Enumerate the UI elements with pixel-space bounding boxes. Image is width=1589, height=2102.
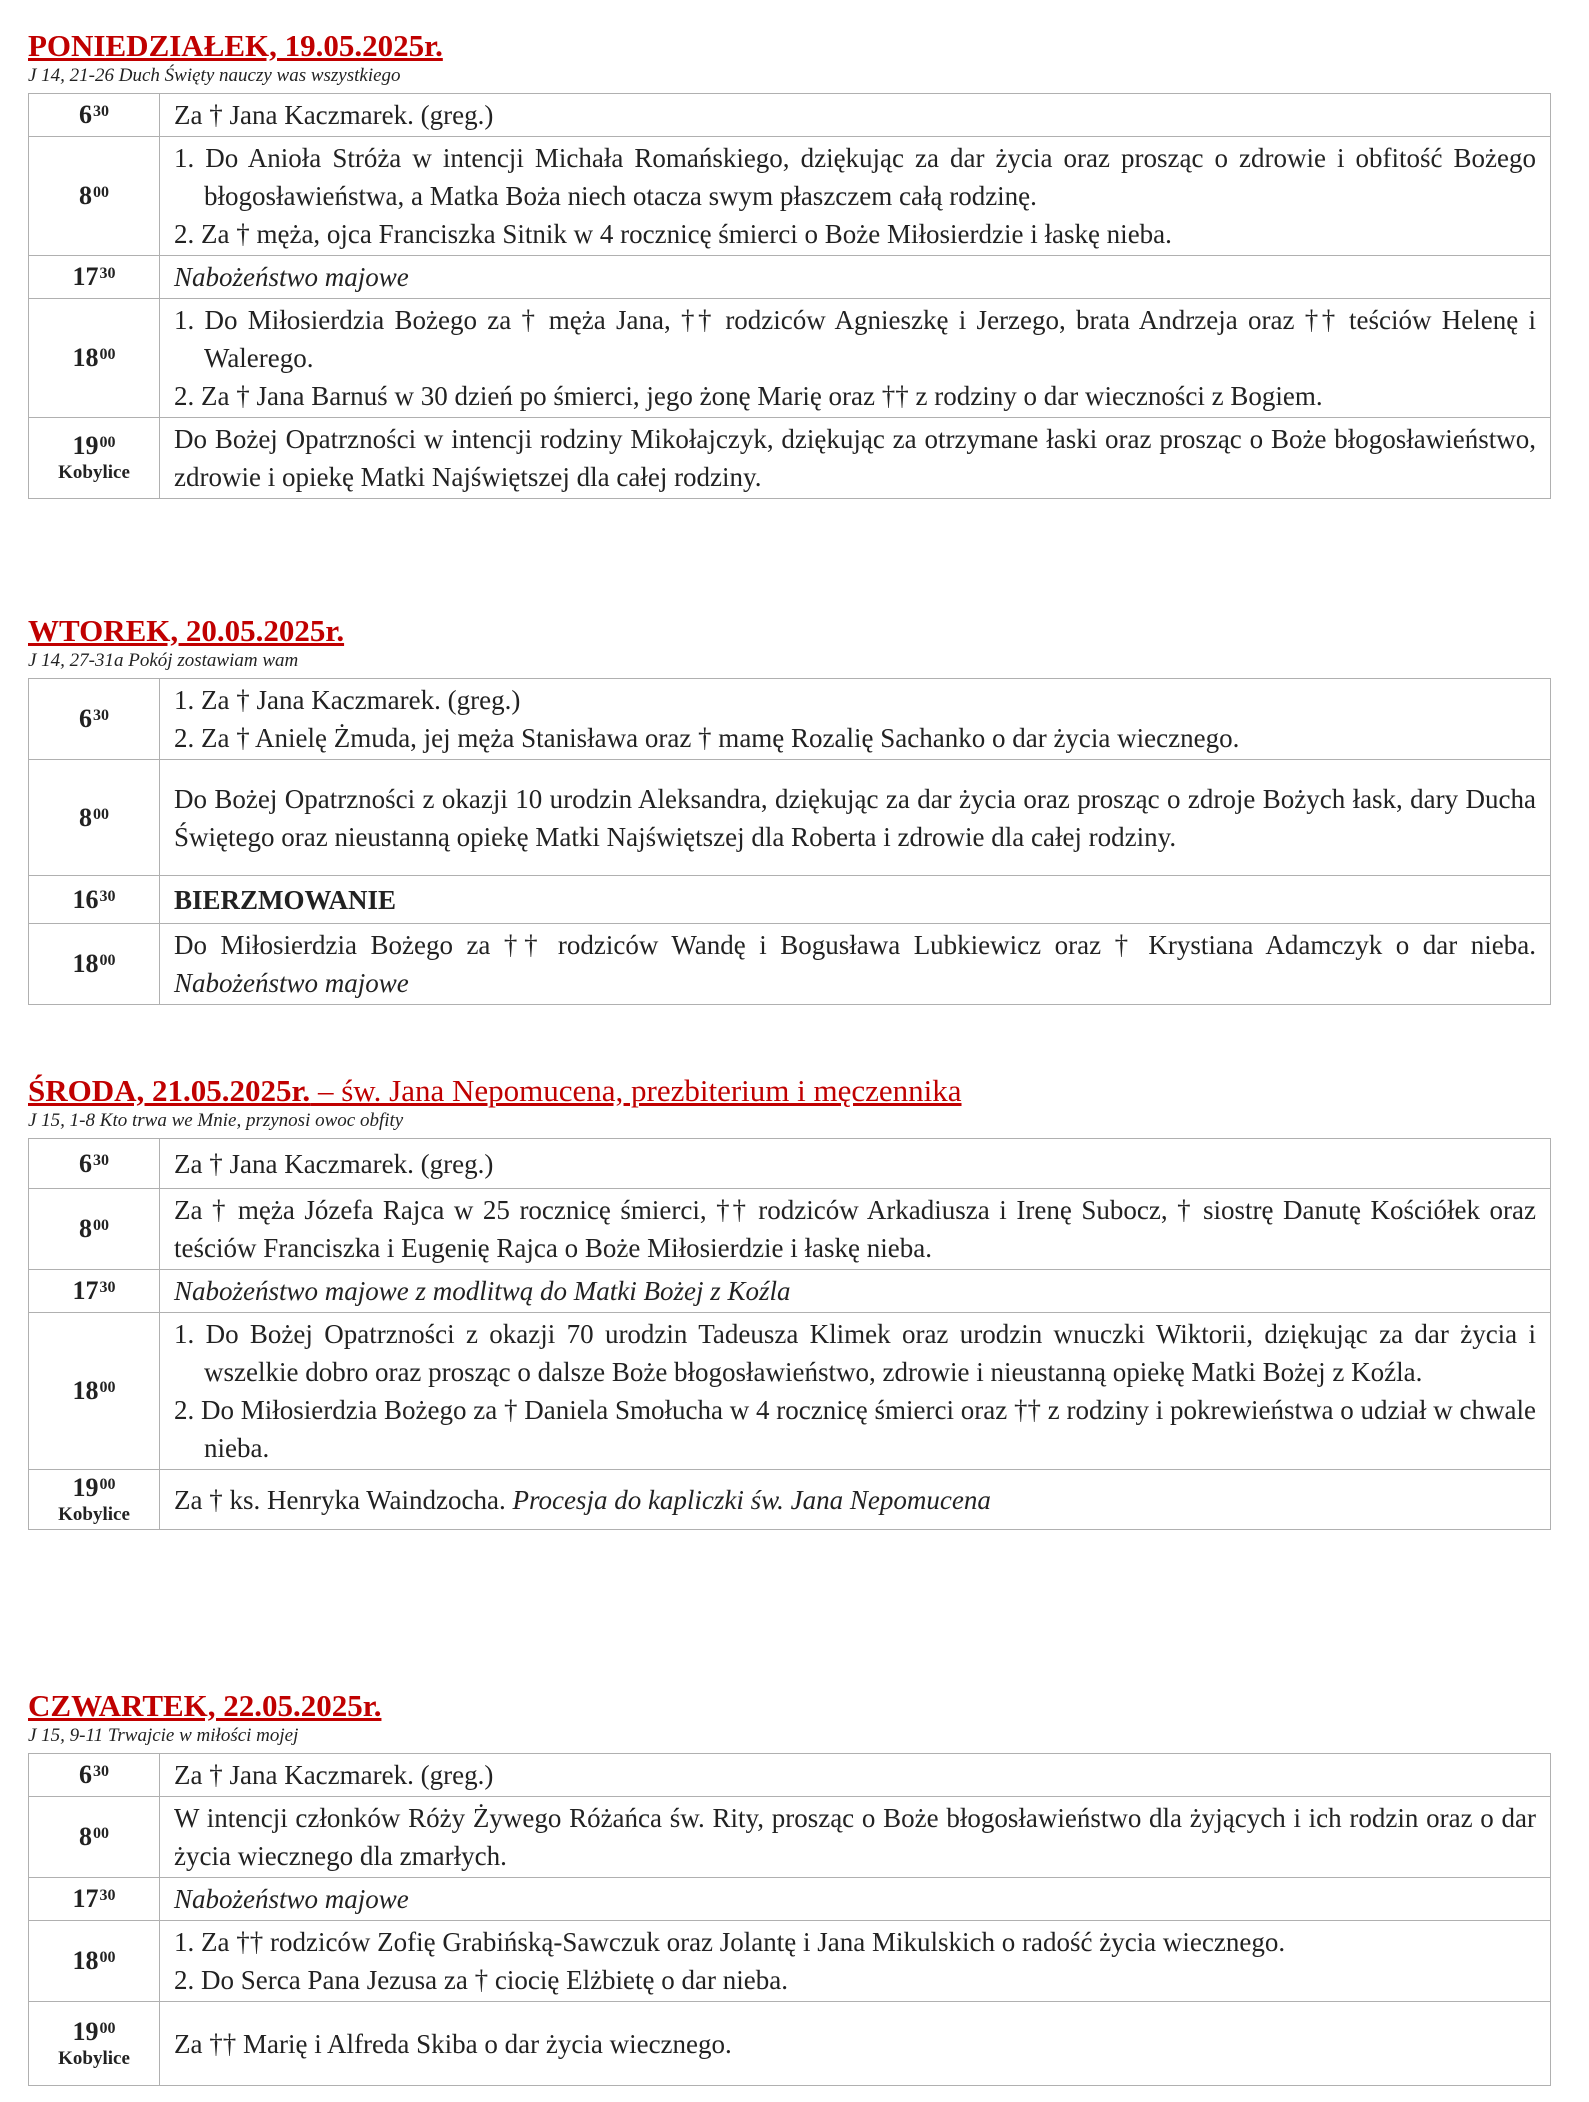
gospel-reading	[28, 1725, 1551, 1747]
mass-intention	[160, 760, 1551, 876]
mass-row	[29, 1797, 1551, 1878]
mass-intention	[160, 876, 1551, 924]
mass-place: Kobylice	[58, 2047, 130, 2069]
mass-minutes: 00	[99, 1949, 116, 1966]
gospel-reading	[28, 1110, 1551, 1132]
reading-ref: J 15, 1-8	[28, 1110, 96, 1131]
mass-intention	[160, 256, 1551, 299]
mass-hour: 8	[79, 1822, 92, 1851]
mass-row	[29, 1139, 1551, 1189]
mass-time	[29, 760, 160, 876]
reading-ref: J 14, 27-31a	[28, 650, 124, 671]
mass-time	[29, 137, 160, 256]
mass-hour: 17	[72, 1884, 99, 1913]
mass-time	[29, 2002, 160, 2086]
mass-intention	[160, 1470, 1551, 1530]
mass-row	[29, 1313, 1551, 1470]
mass-row	[29, 418, 1551, 499]
mass-intention	[160, 1878, 1551, 1921]
intention-text: 2. Za † Jana Barnuś w 30 dzień po śmierci, jego żonę Marię oraz †† z rodziny o dar wieczności z Bogiem.	[174, 381, 1323, 411]
day-title	[28, 1688, 1551, 1724]
mass-minutes: 00	[93, 805, 109, 823]
mass-intention	[160, 679, 1551, 760]
mass-time	[29, 876, 160, 924]
day-date: WTOREK, 20.05.2025r.	[28, 613, 345, 648]
gospel-reading	[28, 650, 1551, 672]
mass-intention	[160, 1797, 1551, 1878]
day-date: PONIEDZIAŁEK, 19.05.2025r.	[28, 28, 443, 63]
mass-intention	[160, 2002, 1551, 2086]
mass-time	[29, 1270, 160, 1313]
mass-time	[29, 94, 160, 137]
mass-minutes: 00	[99, 952, 116, 969]
mass-hour: 6	[79, 1148, 92, 1178]
mass-time	[29, 1921, 160, 2002]
mass-row	[29, 1189, 1551, 1270]
mass-row	[29, 137, 1551, 256]
day-date: ŚRODA, 21.05.2025r.	[28, 1073, 311, 1108]
mass-row	[29, 760, 1551, 876]
intention-text: Za † Jana Kaczmarek. (greg.)	[174, 100, 494, 130]
mass-minutes: 30	[99, 1279, 116, 1296]
mass-hour: 19	[72, 2016, 99, 2046]
reading-ref: J 15, 9-11	[28, 1725, 104, 1746]
mass-row	[29, 1878, 1551, 1921]
day-title	[28, 1073, 1551, 1109]
intention-text: Do Bożej Opatrzności z okazji 10 urodzin Aleksandra, dziękując za dar życia oraz prosząc o zdroje Bożych łask, dary Ducha Świętego oraz nieustanną opiekę Matki Najświętszej dla Roberta i zdrowie dla całej rodziny.	[174, 783, 1536, 852]
mass-hour: 18	[72, 1946, 99, 1975]
mass-hour: 8	[79, 802, 92, 832]
day-title	[28, 613, 1551, 649]
mass-hour: 6	[79, 100, 92, 129]
mass-time	[29, 1139, 160, 1189]
intention-text: Za †† Marię i Alfreda Skiba o dar życia wiecznego.	[174, 2028, 732, 2059]
intention-text: Nabożeństwo majowe z modlitwą do Matki Bożej z Koźla	[174, 1276, 791, 1306]
mass-time	[29, 1797, 160, 1878]
mass-intention	[160, 1139, 1551, 1189]
mass-time	[29, 679, 160, 760]
mass-time	[29, 1470, 160, 1530]
intention-text: Do Miłosierdzia Bożego za †† rodziców Wandę i Bogusława Lubkiewicz oraz † Krystiana Adamczyk o dar nieba. Nabożeństwo majowe	[174, 930, 1536, 998]
mass-intention	[160, 1189, 1551, 1270]
intention-text: Za † Jana Kaczmarek. (greg.)	[174, 1148, 494, 1179]
mass-row	[29, 256, 1551, 299]
reading-ref: J 14, 21-26	[28, 65, 115, 86]
mass-table	[28, 1138, 1551, 1530]
intention-note: Procesja do kapliczki św. Jana Nepomucena	[505, 1484, 991, 1515]
intention-text: 1. Do Bożej Opatrzności z okazji 70 urodzin Tadeusza Klimek oraz urodzin wnuczki Wiktorii, dziękując za dar życia i wszelkie dobro oraz prosząc o dalsze Boże błogosławieństwo, zdrowie i nieustanną opiekę Matki Bożej z Koźla.	[174, 1319, 1536, 1387]
day-section	[28, 1688, 1551, 2086]
mass-minutes: 30	[93, 1763, 109, 1780]
day-section	[28, 28, 1551, 499]
intention-text: 2. Do Miłosierdzia Bożego za † Daniela Smołucha w 4 rocznicę śmierci oraz †† z rodziny i pokrewieństwa o udział w chwale nieba.	[174, 1395, 1536, 1463]
feast-name: – św. Jana Nepomucena, prezbiterium i męczennika	[310, 1073, 962, 1108]
reading-text: Duch Święty nauczy was wszystkiego	[114, 65, 401, 86]
mass-time	[29, 1313, 160, 1470]
mass-row	[29, 924, 1551, 1005]
mass-intention	[160, 1921, 1551, 2002]
mass-place: Kobylice	[58, 462, 130, 483]
mass-row	[29, 94, 1551, 137]
mass-minutes: 00	[93, 184, 109, 201]
mass-minutes: 30	[99, 1887, 116, 1904]
mass-table	[28, 678, 1551, 1005]
mass-intention	[160, 1313, 1551, 1470]
mass-hour: 8	[79, 1214, 92, 1243]
mass-intention	[160, 1754, 1551, 1797]
intention-text: 1. Za † Jana Kaczmarek. (greg.)	[174, 685, 521, 715]
mass-minutes: 30	[93, 707, 109, 724]
intention-text: Za † Jana Kaczmarek. (greg.)	[174, 1760, 494, 1790]
mass-place: Kobylice	[58, 1503, 130, 1525]
mass-intention	[160, 137, 1551, 256]
mass-time	[29, 1189, 160, 1270]
intention-text: Do Bożej Opatrzności w intencji rodziny Mikołajczyk, dziękując za otrzymane łaski oraz prosząc o Boże błogosławieństwo, zdrowie i opiekę Matki Najświętszej dla całej rodziny.	[174, 424, 1536, 492]
intention-text: 2. Za † męża, ojca Franciszka Sitnik w 4 rocznicę śmierci o Boże Miłosierdzie i łaskę nieba.	[174, 219, 1172, 249]
mass-table	[28, 1753, 1551, 2086]
mass-minutes: 30	[93, 103, 109, 120]
mass-hour: 18	[72, 949, 99, 978]
mass-minutes: 00	[99, 434, 116, 451]
mass-hour: 18	[72, 343, 99, 372]
mass-hour: 19	[72, 1472, 99, 1502]
mass-row	[29, 1921, 1551, 2002]
mass-intention	[160, 1270, 1551, 1313]
mass-row	[29, 299, 1551, 418]
mass-minutes: 30	[99, 887, 116, 905]
mass-minutes: 30	[99, 265, 116, 282]
intention-text: BIERZMOWANIE	[174, 884, 397, 915]
mass-hour: 19	[72, 431, 99, 460]
day-section	[28, 1073, 1551, 1530]
mass-hour: 17	[72, 262, 99, 291]
mass-hour: 6	[79, 1760, 92, 1789]
intention-text: Nabożeństwo majowe	[174, 1884, 409, 1914]
mass-intention	[160, 94, 1551, 137]
mass-hour: 17	[72, 1276, 99, 1305]
gospel-reading	[28, 65, 1551, 87]
intention-note: Nabożeństwo majowe	[174, 968, 409, 998]
mass-minutes: 00	[93, 1825, 109, 1842]
mass-intention	[160, 924, 1551, 1005]
mass-table	[28, 93, 1551, 499]
mass-minutes: 00	[93, 1217, 109, 1234]
mass-minutes: 00	[99, 1379, 116, 1396]
intention-text: Nabożeństwo majowe	[174, 262, 409, 292]
reading-text: Kto trwa we Mnie, przynosi owoc obfity	[95, 1110, 404, 1131]
mass-time	[29, 299, 160, 418]
mass-row	[29, 679, 1551, 760]
mass-intention	[160, 299, 1551, 418]
reading-text: Pokój zostawiam wam	[123, 650, 299, 671]
intention-text: W intencji członków Róży Żywego Różańca św. Rity, prosząc o Boże błogosławieństwo dla żyjących i ich rodzin oraz o dar życia wiecznego dla zmarłych.	[174, 1803, 1536, 1871]
mass-minutes: 00	[99, 346, 116, 363]
mass-hour: 8	[79, 181, 92, 210]
day-date: CZWARTEK, 22.05.2025r.	[28, 1688, 382, 1723]
mass-intention	[160, 418, 1551, 499]
mass-row	[29, 1270, 1551, 1313]
mass-hour: 16	[72, 884, 99, 914]
mass-row	[29, 1754, 1551, 1797]
mass-minutes: 00	[99, 1475, 116, 1493]
mass-minutes: 30	[93, 1151, 109, 1169]
mass-hour: 6	[79, 704, 92, 733]
intention-text: 1. Za †† rodziców Zofię Grabińską-Sawczuk oraz Jolantę i Jana Mikulskich o radość życia wiecznego.	[174, 1927, 1286, 1957]
day-title	[28, 28, 1551, 64]
mass-time	[29, 256, 160, 299]
mass-time	[29, 1878, 160, 1921]
intention-text: 2. Za † Anielę Żmuda, jej męża Stanisława oraz † mamę Rozalię Sachanko o dar życia wiecznego.	[174, 723, 1240, 753]
intention-text: 1. Do Anioła Stróża w intencji Michała Romańskiego, dziękując za dar życia oraz prosząc o zdrowie i obfitość Bożego błogosławieństwa, a Matka Boża niech otacza swym płaszczem całą rodzinę.	[174, 143, 1536, 211]
reading-text: Trwajcie w miłości mojej	[103, 1725, 299, 1746]
intention-text: 1. Do Miłosierdzia Bożego za † męża Jana, †† rodziców Agnieszkę i Jerzego, brata Andrzeja oraz †† teściów Helenę i Walerego.	[174, 305, 1536, 373]
day-section	[28, 613, 1551, 1005]
mass-time	[29, 1754, 160, 1797]
mass-row	[29, 876, 1551, 924]
mass-row	[29, 1470, 1551, 1530]
intention-text: Za † ks. Henryka Waindzocha. Procesja do kapliczki św. Jana Nepomucena	[174, 1484, 991, 1515]
mass-time	[29, 924, 160, 1005]
mass-time	[29, 418, 160, 499]
mass-minutes: 00	[99, 2019, 116, 2037]
intention-text: Za † męża Józefa Rajca w 25 rocznicę śmierci, †† rodziców Arkadiusza i Irenę Subocz, † siostrę Danutę Kościółek oraz teściów Franciszka i Eugenię Rajca o Boże Miłosierdzie i łaskę nieba.	[174, 1195, 1536, 1263]
mass-row	[29, 2002, 1551, 2086]
mass-hour: 18	[72, 1376, 99, 1405]
intention-text: 2. Do Serca Pana Jezusa za † ciocię Elżbietę o dar nieba.	[174, 1965, 788, 1995]
